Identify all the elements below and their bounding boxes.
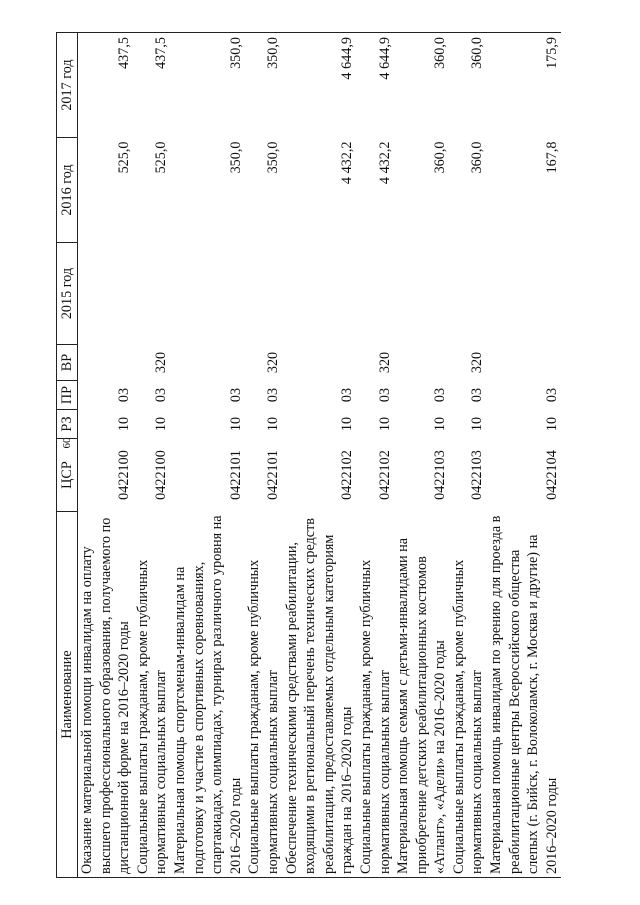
- cell-year-2017: 437,5: [134, 33, 171, 138]
- cell-rz: 10: [376, 416, 393, 432]
- cell-rz: 10: [469, 416, 486, 432]
- cell-pr: 03: [339, 387, 356, 403]
- cell-vr: [283, 345, 357, 381]
- cell-vr: 320: [469, 351, 486, 374]
- table-row: [171, 33, 245, 878]
- header-pr: ПР: [57, 381, 78, 410]
- cell-year-2015: [450, 243, 487, 345]
- table-row: [487, 33, 561, 878]
- cell-pr: 03: [543, 387, 560, 403]
- cell-year-2017: 350,0: [245, 33, 282, 138]
- cell-year-2015: [487, 243, 561, 345]
- header-name: Наименование: [57, 512, 78, 878]
- cell-name: Материальная помощь инвалидам по зрению для проезда в реабилитационные центры Всероссийского общества слепых (г. Бийск, г. Волоколамск, г. Москва и другие) на 2016–2020 годы: [487, 512, 561, 878]
- table-header-row: [57, 33, 78, 878]
- cell-name: Социальные выплаты гражданам, кроме публичных нормативных социальных выплат: [357, 512, 394, 878]
- cell-csr: 0422103: [469, 450, 486, 500]
- budget-table: [56, 32, 561, 878]
- cell-csr: 0422100: [116, 450, 133, 500]
- cell-year-2017: 350,0: [171, 33, 245, 138]
- cell-pr: 03: [469, 387, 486, 403]
- cell-rz: 10: [543, 416, 560, 432]
- cell-pr: 03: [432, 387, 449, 403]
- cell-year-2015: [357, 243, 394, 345]
- cell-year-2016: 4 432,2: [339, 141, 356, 185]
- cell-year-2016: 167,8: [543, 141, 560, 174]
- cell-name: Социальные выплаты гражданам, кроме публичных нормативных социальных выплат: [245, 512, 282, 878]
- cell-vr: 320: [153, 351, 170, 374]
- table-row: [357, 33, 394, 878]
- header-year-2016: 2016 год: [57, 138, 78, 243]
- header-year-2017: 2017 год: [57, 33, 78, 138]
- cell-csr: 0422104: [543, 450, 560, 500]
- cell-year-2016: 360,0: [432, 141, 449, 174]
- cell-name: Социальные выплаты гражданам, кроме публичных нормативных социальных выплат: [450, 512, 487, 878]
- cell-csr: 0422100: [153, 450, 170, 500]
- cell-rz: 10: [432, 416, 449, 432]
- table-row: [283, 33, 357, 878]
- cell-year-2017: 360,0: [450, 33, 487, 138]
- cell-rz: 10: [116, 416, 133, 432]
- cell-name: Оказание материальной помощи инвалидам на оплату высшего профессионального образования, получаемого по дистанционной форме на 2016–2020 годы: [78, 512, 134, 878]
- cell-vr: [394, 345, 450, 381]
- cell-csr: 0422103: [432, 450, 449, 500]
- cell-year-2016: 525,0: [116, 141, 133, 174]
- cell-name: Социальные выплаты гражданам, кроме публичных нормативных социальных выплат: [134, 512, 171, 878]
- table-row: [134, 33, 171, 878]
- cell-year-2017: 4 644,9: [283, 33, 357, 138]
- cell-vr: 320: [376, 351, 393, 374]
- cell-vr: 320: [264, 351, 281, 374]
- table-row: [245, 33, 282, 878]
- cell-year-2017: 4 644,9: [357, 33, 394, 138]
- cell-pr: 03: [227, 387, 244, 403]
- cell-csr: 0422101: [264, 450, 281, 500]
- cell-year-2016: 360,0: [469, 141, 486, 174]
- cell-year-2017: 360,0: [394, 33, 450, 138]
- header-vr: ВР: [57, 345, 78, 381]
- cell-rz: 10: [339, 416, 356, 432]
- cell-year-2015: [283, 243, 357, 345]
- cell-vr: [171, 345, 245, 381]
- cell-rz: 10: [264, 416, 281, 432]
- cell-year-2017: 437,5: [78, 33, 134, 138]
- cell-pr: 03: [376, 387, 393, 403]
- table-row: [450, 33, 487, 878]
- page-number: 60: [61, 437, 73, 449]
- cell-year-2015: [394, 243, 450, 345]
- cell-name: Обеспечение техническими средствами реабилитации, входящими в региональный перечень технических средств реабилитации, предоставляемых отдельным категориям граждан на 2016–2020 годы: [283, 512, 357, 878]
- table-row: [78, 33, 134, 878]
- cell-year-2017: 175,9: [487, 33, 561, 138]
- cell-year-2016: 350,0: [227, 141, 244, 174]
- header-csr: ЦСР: [57, 439, 78, 512]
- cell-rz: 10: [227, 416, 244, 432]
- cell-year-2015: [134, 243, 171, 345]
- rotated-page-content: [56, 33, 596, 878]
- header-year-2015: 2015 год: [57, 243, 78, 345]
- cell-year-2016: 525,0: [153, 141, 170, 174]
- cell-csr: 0422101: [227, 450, 244, 500]
- cell-rz: 10: [153, 416, 170, 432]
- header-rz: РЗ: [57, 410, 78, 439]
- cell-year-2015: [245, 243, 282, 345]
- cell-csr: 0422102: [339, 450, 356, 500]
- cell-year-2015: [78, 243, 134, 345]
- cell-year-2016: 4 432,2: [376, 141, 393, 185]
- table-body: [78, 33, 562, 878]
- cell-pr: 03: [153, 387, 170, 403]
- cell-csr: 0422102: [376, 450, 393, 500]
- cell-year-2015: [171, 243, 245, 345]
- cell-vr: [487, 345, 561, 381]
- table-row: [394, 33, 450, 878]
- cell-pr: 03: [116, 387, 133, 403]
- cell-name: Материальная помощь спортсменам-инвалидам на подготовку и участие в спортивных соревнованиях, спартакиадах, олимпиадах, турнирах различного уровня на 2016–2020 годы: [171, 512, 245, 878]
- cell-pr: 03: [264, 387, 281, 403]
- cell-year-2016: 350,0: [264, 141, 281, 174]
- cell-name: Материальная помощь семьям с детьми-инвалидами на приобретение детских реабилитационных костюмов «Атлант», «Адели» на 2016–2020 годы: [394, 512, 450, 878]
- cell-vr: [78, 345, 134, 381]
